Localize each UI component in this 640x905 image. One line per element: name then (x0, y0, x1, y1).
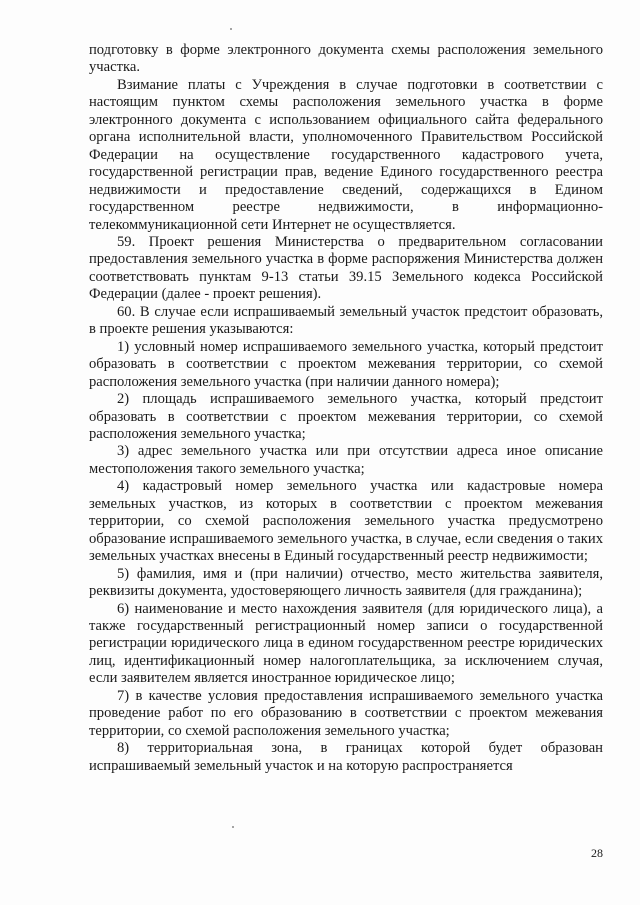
document-body (89, 42, 603, 775)
list-item-3: 3) адрес земельного участка или при отсутствии адреса иное описание местоположения такого земельного участка; (89, 443, 603, 477)
list-item-1: 1) условный номер испрашиваемого земельного участка, который предстоит образовать в соответствии с проектом межевания территории, со схемой расположения земельного участка (при наличии данного номера); (89, 338, 603, 390)
paragraph-fee-waiver: Взимание платы с Учреждения в случае подготовки в соответствии с настоящим пунктом схемы расположения земельного участка в форме электронного документа с использованием официального сайта федерального органа исполнительной власти, уполномоченного Правительством Российской Федерации на осуществление государственного кадастрового учета, государственной регистрации прав, ведение Единого государственного реестра недвижимости и предоставление сведений, содержащихся в Едином государственном реестре недвижимости, в информационно-телекоммуникационной сети Интернет не осуществляется. (89, 76, 603, 233)
list-item-6: 6) наименование и место нахождения заявителя (для юридического лица), а также государственный регистрационный номер записи о государственной регистрации юридического лица в едином государственном реестре юридических лиц, идентификационный номер налогоплательщика, за исключением случая, если заявителем является иностранное юридическое лицо; (89, 600, 603, 687)
page-number: 28 (591, 846, 603, 860)
list-item-7: 7) в качестве условия предоставления испрашиваемого земельного участка проведение работ по его образованию в соответствии с проектом межевания территории, со схемой расположения земельного участка; (89, 687, 603, 739)
list-item-8: 8) территориальная зона, в границах которой будет образован испрашиваемый земельный участок и на которую распространяется (89, 740, 603, 774)
list-item-2: 2) площадь испрашиваемого земельного участка, который предстоит образовать в соответствии с проектом межевания территории, со схемой расположения земельного участка; (89, 391, 603, 442)
scan-speck (232, 826, 234, 828)
list-item-4: 4) кадастровый номер земельного участка или кадастровые номера земельных участков, из которых в соответствии с проектом межевания территории, со схемой расположения земельного участка предусмотрено образование испрашиваемого земельного участка, в случае, если сведения о таких земельных участках внесены в Единый государственный реестр недвижимости; (89, 478, 603, 565)
paragraph-continuation: подготовку в форме электронного документа схемы расположения земельного участка. (89, 42, 603, 76)
list-item-5: 5) фамилия, имя и (при наличии) отчество, место жительства заявителя, реквизиты документа, удостоверяющего личность заявителя (для гражданина); (89, 565, 603, 600)
scan-speck (230, 28, 232, 30)
paragraph-item-60: 60. В случае если испрашиваемый земельный участок предстоит образовать, в проекте решения указываются: (89, 303, 603, 338)
paragraph-item-59: 59. Проект решения Министерства о предварительном согласовании предоставления земельного участка в форме распоряжения Министерства должен соответствовать пунктам 9-13 статьи 39.15 Земельного кодекса Российской Федерации (далее - проект решения). (89, 233, 603, 303)
